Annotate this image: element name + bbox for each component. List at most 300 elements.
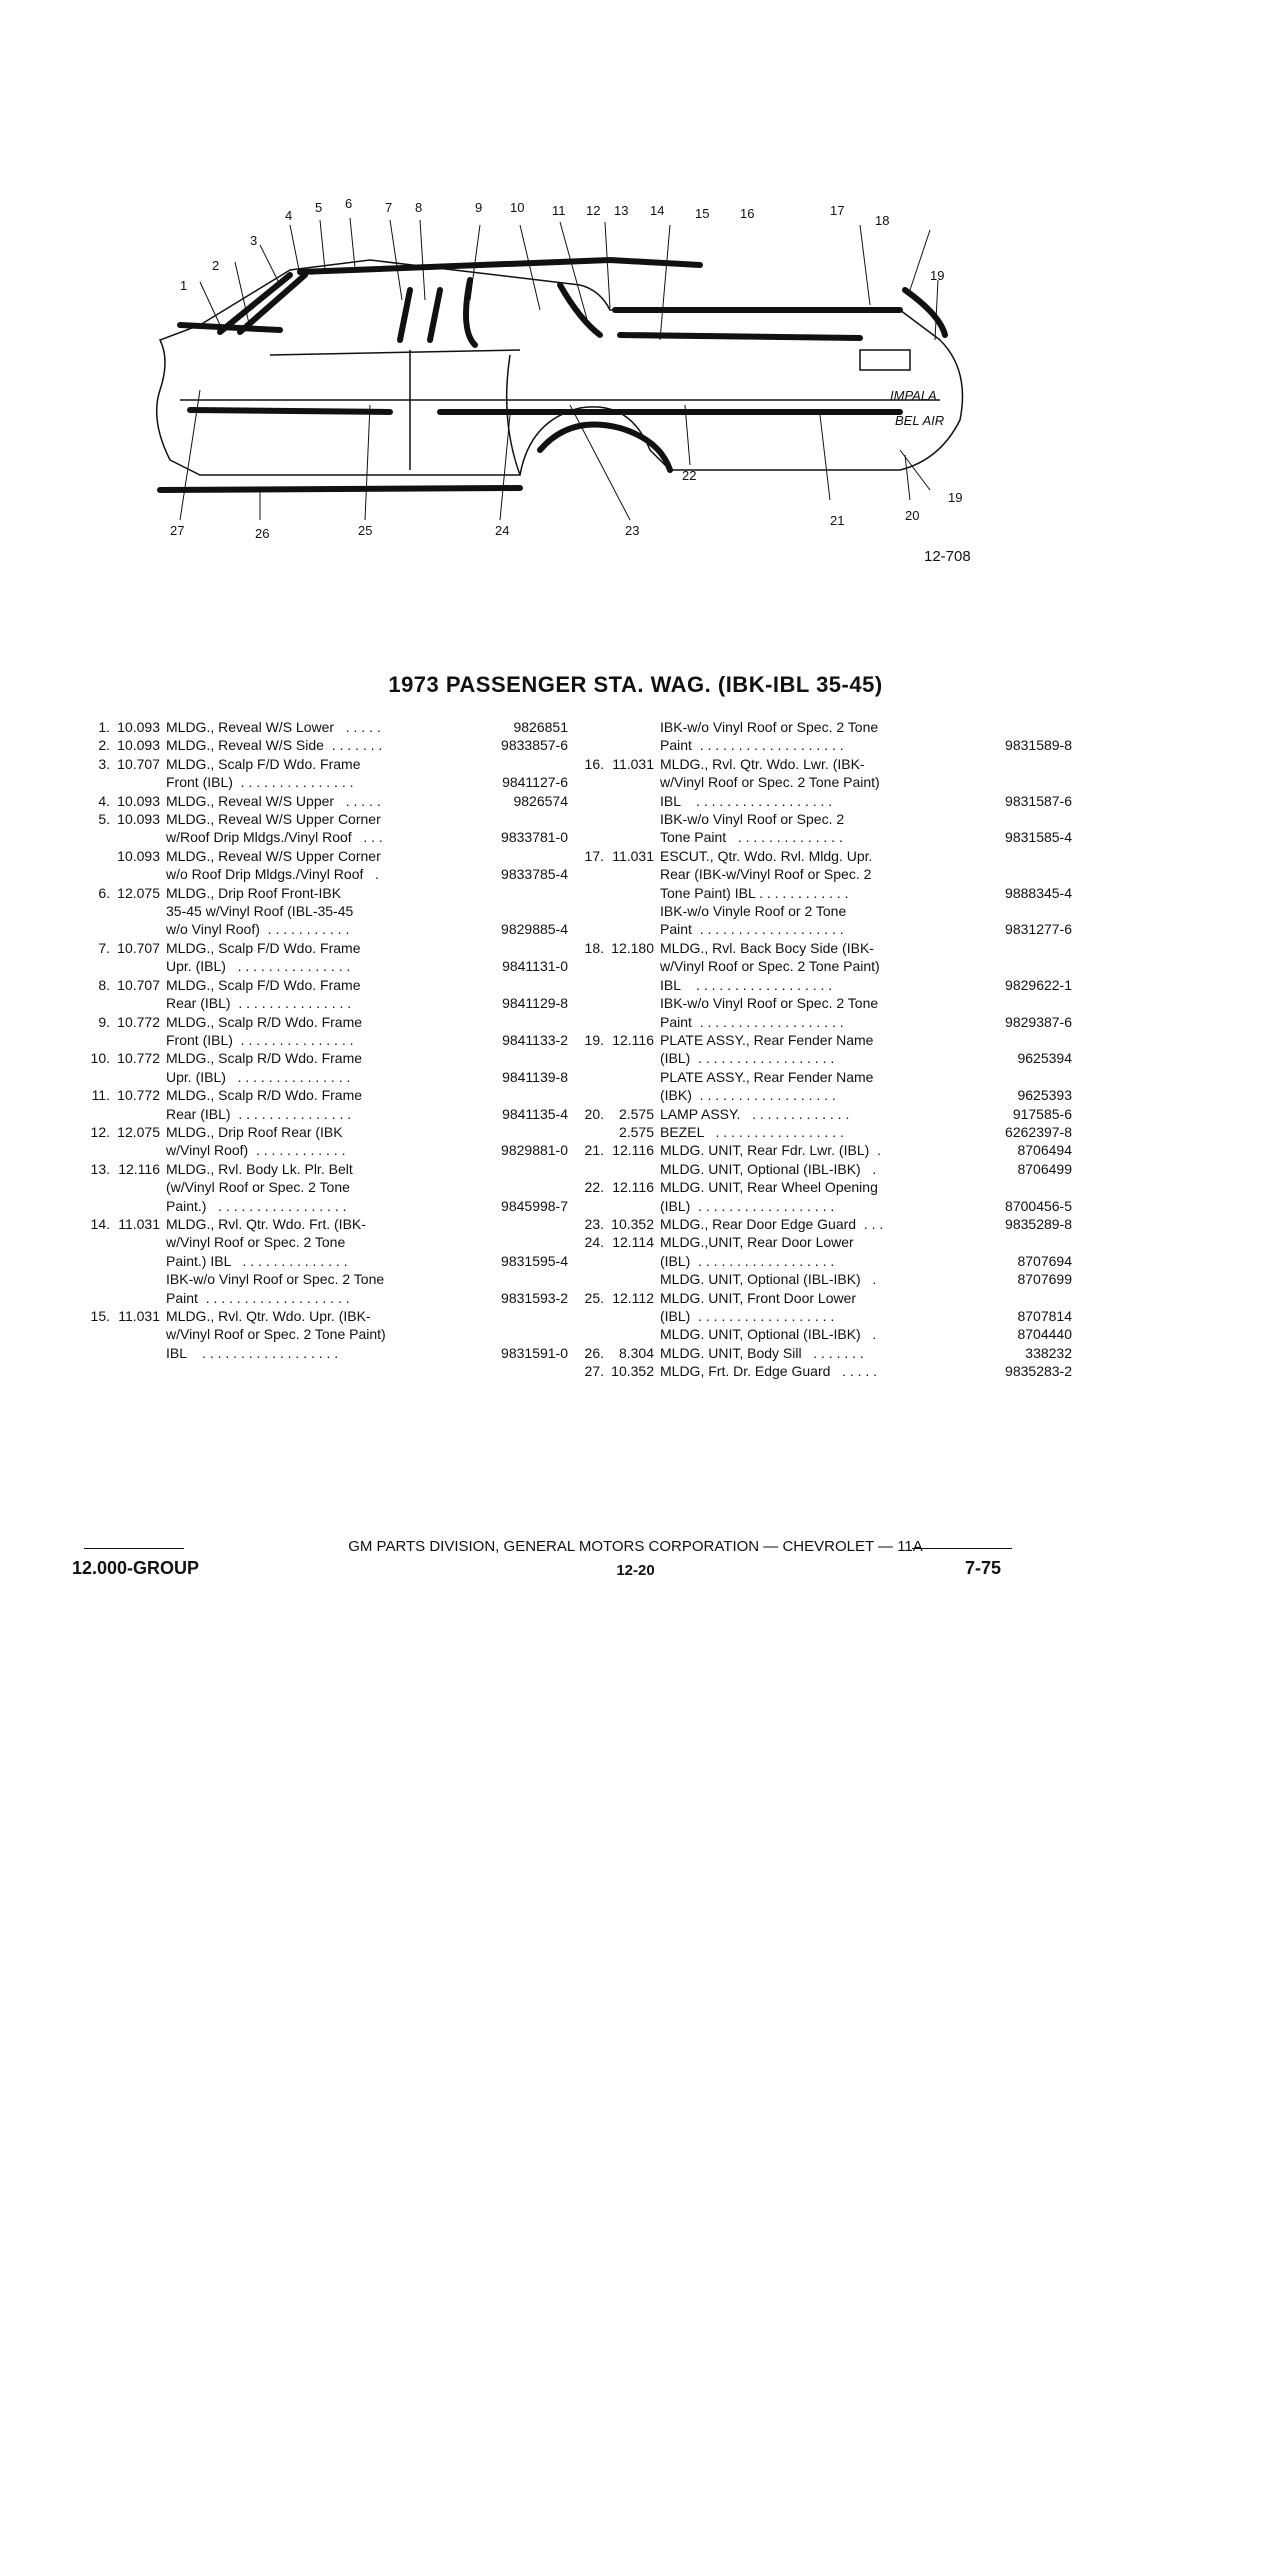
part-grp [608, 865, 660, 883]
part-grp: 12.116 [612, 1179, 654, 1196]
part-num: 13. [90, 1160, 110, 1177]
part-desc: IBK-w/o Vinyl Roof or Spec. 2 Tone [660, 719, 879, 735]
callout-22: 22 [682, 468, 697, 483]
parts-row [582, 1362, 1072, 1380]
parts-row [582, 810, 1072, 828]
part-pn: 8700456-5 [1005, 1197, 1072, 1214]
part-pn [476, 847, 568, 865]
part-pn [980, 939, 1072, 957]
part-num [88, 773, 114, 791]
part-grp [114, 1197, 166, 1215]
parts-row [582, 1325, 1072, 1343]
part-num: 1. [98, 719, 110, 735]
part-pn: 9833857-6 [501, 737, 568, 754]
part-pn [476, 1325, 568, 1343]
part-grp [608, 1307, 660, 1325]
parts-list-right [582, 718, 1072, 1381]
part-desc: w/o Vinyl Roof) . . . . . . . . . . . [166, 921, 350, 938]
part-desc: MLDG., Rvl. Qtr. Wdo. Lwr. (IBK- [660, 755, 865, 772]
callout-20: 20 [905, 508, 920, 523]
part-pn: 9841139-8 [502, 1068, 568, 1085]
parts-list-left [88, 718, 568, 1362]
part-grp [608, 1013, 660, 1031]
part-pn: 9826574 [513, 792, 568, 809]
parts-row [88, 755, 568, 773]
parts-row [88, 736, 568, 754]
part-pn: 9625393 [1017, 1087, 1072, 1104]
callout-3: 3 [250, 233, 258, 248]
part-desc: MLDG, Frt. Dr. Edge Guard . . . . . [660, 1363, 878, 1380]
part-pn [980, 1233, 1072, 1251]
parts-row [582, 828, 1072, 846]
part-num [582, 920, 608, 938]
part-pn: 9833781-0 [501, 829, 568, 846]
part-grp: 10.093 [117, 792, 160, 809]
parts-row [88, 718, 568, 736]
part-grp [608, 884, 660, 902]
parts-row [88, 1325, 568, 1343]
parts-row [582, 718, 1072, 736]
part-pn: 9831593-2 [501, 1289, 568, 1306]
part-grp: 10.093 [117, 847, 160, 864]
part-desc: Rear (IBL) . . . . . . . . . . . . . . . [166, 1105, 352, 1122]
parts-row [88, 1307, 568, 1325]
part-num [88, 1270, 114, 1288]
part-grp [114, 1270, 166, 1288]
part-num [582, 957, 608, 975]
part-desc: 35-45 w/Vinyl Roof (IBL-35-45 [166, 903, 354, 920]
part-pn: 8707814 [1017, 1308, 1072, 1324]
part-desc: Paint . . . . . . . . . . . . . . . . . . . [660, 1013, 844, 1030]
part-desc: PLATE ASSY., Rear Fender Name [660, 1068, 874, 1085]
part-num: 11. [91, 1087, 110, 1104]
part-grp [114, 1344, 166, 1362]
impala-badge: IMPALA [890, 388, 937, 403]
part-num [88, 957, 114, 975]
parts-row [582, 1086, 1072, 1104]
parts-row [582, 994, 1072, 1012]
parts-row [582, 1178, 1072, 1196]
parts-row [88, 810, 568, 828]
part-grp [114, 994, 166, 1012]
part-pn: 917585-6 [1012, 1105, 1072, 1122]
part-grp: 10.772 [117, 1050, 160, 1067]
part-desc: MLDG., Scalp R/D Wdo. Frame [166, 1087, 363, 1104]
part-pn: 9831277-6 [1005, 921, 1072, 938]
part-num [582, 1068, 608, 1086]
part-grp [608, 773, 660, 791]
part-desc: IBK-w/o Vinyle Roof or 2 Tone [660, 903, 847, 920]
callout-21: 21 [830, 513, 845, 528]
part-desc: (IBL) . . . . . . . . . . . . . . . . . . [660, 1252, 835, 1269]
part-grp [114, 1289, 166, 1307]
part-pn [980, 1289, 1072, 1307]
part-num [582, 902, 608, 920]
part-grp: 12.075 [117, 884, 160, 901]
part-desc: PLATE ASSY., Rear Fender Name [660, 1031, 874, 1048]
part-desc: IBK-w/o Vinyl Roof or Spec. 2 Tone [660, 995, 879, 1012]
parts-row [582, 1197, 1072, 1215]
part-desc: Front (IBL) . . . . . . . . . . . . . . . [166, 1031, 354, 1048]
callout-8: 8 [415, 200, 423, 215]
part-num [88, 994, 114, 1012]
part-pn: 9835289-8 [1005, 1215, 1072, 1232]
part-desc: (IBL) . . . . . . . . . . . . . . . . . . [660, 1197, 835, 1214]
part-pn [476, 810, 568, 828]
part-grp [114, 1233, 166, 1251]
part-num [88, 1031, 114, 1049]
part-grp: 10.093 [117, 811, 160, 828]
part-desc: MLDG. UNIT, Rear Wheel Opening [660, 1179, 878, 1196]
part-desc: MLDG., Rvl. Qtr. Wdo. Upr. (IBK- [166, 1308, 371, 1324]
parts-row [582, 1068, 1072, 1086]
parts-row [88, 1178, 568, 1196]
part-num: 20. [584, 1105, 604, 1122]
part-pn: 9829881-0 [501, 1142, 568, 1159]
part-desc: MLDG., Scalp R/D Wdo. Frame [166, 1013, 363, 1030]
part-num: 4. [98, 792, 110, 809]
part-desc: MLDG., Scalp R/D Wdo. Frame [166, 1050, 363, 1067]
parts-row [88, 1289, 568, 1307]
page-title: 1973 PASSENGER STA. WAG. (IBK-IBL 35-45) [388, 672, 883, 697]
part-num [582, 792, 608, 810]
part-num: 7. [98, 939, 110, 956]
part-grp: 12.114 [612, 1234, 654, 1251]
part-grp [114, 957, 166, 975]
part-num [582, 865, 608, 883]
footer-group: 12.000-GROUP [72, 1558, 200, 1578]
part-desc: MLDG., Rear Door Edge Guard . . . [660, 1215, 884, 1232]
part-pn: 8707699 [1017, 1271, 1072, 1288]
part-pn [980, 847, 1072, 865]
part-num: 23. [584, 1215, 604, 1232]
station-wagon-diagram [140, 190, 1020, 570]
part-grp [608, 1068, 660, 1086]
part-grp: 11.031 [118, 1215, 160, 1232]
part-grp [608, 1197, 660, 1215]
callout-9: 9 [475, 200, 483, 215]
footer-date: 7-75 [965, 1558, 1002, 1578]
part-grp [608, 902, 660, 920]
part-pn [476, 1178, 568, 1196]
parts-row [88, 884, 568, 902]
part-num [88, 1289, 114, 1307]
part-num [88, 1344, 114, 1362]
callout-18: 18 [875, 213, 890, 228]
part-grp: 12.075 [117, 1123, 160, 1140]
figure-id: 12-708 [924, 548, 971, 565]
belair-badge: BEL AIR [895, 413, 945, 428]
parts-row [88, 939, 568, 957]
parts-row [582, 755, 1072, 773]
part-pn: 8707694 [1017, 1252, 1072, 1269]
part-pn: 9841135-4 [502, 1105, 568, 1122]
part-pn: 9831585-4 [1005, 829, 1072, 846]
part-num [88, 1178, 114, 1196]
part-grp: 10.772 [117, 1013, 160, 1030]
part-num: 14. [90, 1215, 110, 1232]
part-desc: IBL . . . . . . . . . . . . . . . . . . [660, 792, 833, 809]
part-desc: Rear (IBK-w/Vinyl Roof or Spec. 2 [660, 866, 872, 883]
part-num: 22. [584, 1179, 604, 1196]
callout-2: 2 [212, 258, 220, 273]
parts-row [582, 847, 1072, 865]
part-desc: (w/Vinyl Roof or Spec. 2 Tone [166, 1179, 350, 1196]
part-grp [114, 902, 166, 920]
part-desc: MLDG., Scalp F/D Wdo. Frame [166, 939, 361, 956]
parts-row [88, 1252, 568, 1270]
parts-row [582, 792, 1072, 810]
part-num [582, 810, 608, 828]
part-num [88, 1252, 114, 1270]
part-num [582, 718, 608, 736]
part-num [582, 994, 608, 1012]
part-pn [476, 1307, 568, 1325]
parts-row [582, 773, 1072, 791]
part-num [582, 828, 608, 846]
callout-16: 16 [740, 206, 755, 221]
part-num [582, 1123, 608, 1141]
part-grp: 10.707 [117, 755, 160, 772]
part-grp [608, 792, 660, 810]
part-num: 6. [98, 884, 110, 901]
part-pn [476, 755, 568, 773]
part-grp [114, 828, 166, 846]
part-num: 27. [584, 1363, 604, 1380]
part-pn: 9841129-8 [502, 995, 568, 1012]
part-pn [476, 1270, 568, 1288]
part-desc: Tone Paint . . . . . . . . . . . . . . [660, 829, 843, 846]
part-pn [476, 902, 568, 920]
part-pn [476, 939, 568, 957]
part-pn [476, 1123, 568, 1141]
part-grp: 12.116 [118, 1160, 160, 1177]
part-desc: w/Vinyl Roof or Spec. 2 Tone [166, 1234, 346, 1251]
part-grp [114, 1068, 166, 1086]
part-grp [114, 773, 166, 791]
part-desc: MLDG., Rvl. Qtr. Wdo. Frt. (IBK- [166, 1215, 366, 1232]
part-num: 10. [90, 1050, 110, 1067]
part-desc: Front (IBL) . . . . . . . . . . . . . . . [166, 774, 354, 791]
part-grp: 10.352 [611, 1363, 654, 1380]
part-num [88, 847, 114, 865]
callout-23: 23 [625, 523, 640, 538]
parts-row [582, 1270, 1072, 1288]
part-grp [114, 1252, 166, 1270]
part-desc: IBL . . . . . . . . . . . . . . . . . . [166, 1344, 339, 1361]
part-pn: 9841133-2 [502, 1031, 568, 1048]
part-num: 25. [584, 1289, 604, 1306]
part-num: 26. [584, 1344, 604, 1361]
part-num [88, 1068, 114, 1086]
part-grp: 12.116 [612, 1031, 654, 1048]
part-desc: MLDG. UNIT, Optional (IBL-IBK) . [660, 1326, 877, 1343]
callout-25: 25 [358, 523, 373, 538]
part-num: 5. [98, 811, 110, 828]
part-num [582, 1252, 608, 1270]
part-desc: MLDG., Reveal W/S Side . . . . . . . [166, 737, 383, 754]
part-pn [476, 1013, 568, 1031]
part-num [582, 1325, 608, 1343]
parts-row [582, 1141, 1072, 1159]
callout-24: 24 [495, 523, 510, 538]
callout-19-bottom: 19 [948, 490, 963, 505]
part-grp: 10.093 [117, 719, 160, 735]
part-pn [476, 884, 568, 902]
part-grp: 10.707 [117, 939, 160, 956]
part-pn [476, 1160, 568, 1178]
part-desc: MLDG. UNIT, Body Sill . . . . . . . [660, 1344, 864, 1361]
part-num: 19. [584, 1031, 604, 1048]
part-desc: Paint . . . . . . . . . . . . . . . . . . . [660, 921, 844, 938]
part-desc: IBK-w/o Vinyl Roof or Spec. 2 [660, 811, 845, 828]
parts-row [582, 1031, 1072, 1049]
part-desc: Paint.) IBL . . . . . . . . . . . . . . [166, 1252, 348, 1269]
part-pn [980, 1178, 1072, 1196]
part-pn: 9833785-4 [501, 866, 568, 883]
part-desc: w/Vinyl Roof or Spec. 2 Tone Paint) [660, 774, 880, 791]
parts-row [88, 1031, 568, 1049]
part-pn [980, 1031, 1072, 1049]
part-grp [608, 1160, 660, 1178]
parts-row [582, 1252, 1072, 1270]
callout-4: 4 [285, 208, 293, 223]
callout-13: 13 [614, 203, 629, 218]
parts-row [88, 1123, 568, 1141]
part-grp: 11.031 [118, 1308, 160, 1324]
callout-1: 1 [180, 278, 188, 293]
part-grp [608, 1086, 660, 1104]
part-grp: 2.575 [618, 1123, 654, 1140]
part-pn [980, 902, 1072, 920]
parts-row [88, 1049, 568, 1067]
part-desc: Upr. (IBL) . . . . . . . . . . . . . . . [166, 958, 351, 975]
part-pn [476, 1086, 568, 1104]
part-pn [476, 1233, 568, 1251]
part-pn: 8706499 [1017, 1160, 1072, 1177]
part-num: 18. [584, 939, 604, 956]
part-grp: 10.352 [611, 1215, 654, 1232]
part-num [582, 736, 608, 754]
parts-row [88, 1105, 568, 1123]
part-pn [980, 865, 1072, 883]
part-grp [114, 1105, 166, 1123]
part-grp: 12.180 [611, 939, 654, 956]
part-pn: 9829387-6 [1005, 1013, 1072, 1030]
footer-division: GM PARTS DIVISION, GENERAL MOTORS CORPORATION — CHEVROLET — 11A [348, 1538, 923, 1555]
part-desc: MLDG., Scalp F/D Wdo. Frame [166, 976, 361, 993]
parts-row [88, 1215, 568, 1233]
parts-row [88, 1233, 568, 1251]
part-grp [608, 1252, 660, 1270]
parts-row [88, 920, 568, 938]
part-grp: 8.304 [618, 1344, 654, 1361]
part-desc: MLDG., Reveal W/S Upper Corner [166, 847, 381, 864]
part-grp [608, 1049, 660, 1067]
part-num [88, 1325, 114, 1343]
part-grp [114, 865, 166, 883]
part-desc: MLDG., Reveal W/S Lower . . . . . [166, 719, 381, 735]
part-desc: MLDG. UNIT, Optional (IBL-IBK) . [660, 1160, 877, 1177]
part-num [582, 1049, 608, 1067]
part-grp: 10.707 [117, 976, 160, 993]
part-grp [608, 1270, 660, 1288]
part-desc: ESCUT., Qtr. Wdo. Rvl. Mldg. Upr. [660, 847, 873, 864]
part-num [582, 1270, 608, 1288]
part-pn: 8704440 [1017, 1326, 1072, 1343]
parts-row [88, 1141, 568, 1159]
parts-row [582, 957, 1072, 975]
part-grp [114, 1178, 166, 1196]
part-pn: 9845998-7 [501, 1197, 568, 1214]
part-pn: 9831587-6 [1005, 792, 1072, 809]
footer-page-number: 12-20 [616, 1562, 655, 1579]
parts-row [582, 920, 1072, 938]
part-pn: 6262397-8 [1005, 1123, 1072, 1140]
parts-row [582, 1160, 1072, 1178]
parts-row [88, 1270, 568, 1288]
part-grp [114, 1141, 166, 1159]
part-num [582, 1197, 608, 1215]
parts-row [88, 957, 568, 975]
part-desc: IBK-w/o Vinyl Roof or Spec. 2 Tone [166, 1271, 385, 1288]
parts-row [88, 865, 568, 883]
part-num [582, 773, 608, 791]
part-num [88, 1197, 114, 1215]
part-grp: 10.093 [117, 737, 160, 754]
part-pn [980, 1068, 1072, 1086]
part-num: 24. [584, 1234, 604, 1251]
part-num [582, 1013, 608, 1031]
part-pn: 9826851 [513, 719, 568, 735]
part-desc: MLDG., Reveal W/S Upper Corner [166, 811, 381, 828]
part-pn [476, 976, 568, 994]
parts-row [88, 1086, 568, 1104]
part-desc: w/o Roof Drip Mldgs./Vinyl Roof . [166, 866, 379, 883]
part-desc: Paint . . . . . . . . . . . . . . . . . . . [166, 1289, 350, 1306]
part-num: 12. [90, 1123, 110, 1140]
part-grp: 2.575 [618, 1105, 654, 1122]
part-grp: 11.031 [612, 847, 654, 864]
parts-row [88, 994, 568, 1012]
part-num: 3. [98, 755, 110, 772]
part-desc: MLDG. UNIT, Front Door Lower [660, 1289, 857, 1306]
callout-6: 6 [345, 196, 353, 211]
part-grp [608, 920, 660, 938]
callout-14: 14 [650, 203, 665, 218]
part-pn: 9835283-2 [1005, 1363, 1072, 1380]
part-num [88, 920, 114, 938]
part-grp [114, 1031, 166, 1049]
part-desc: MLDG. UNIT, Optional (IBL-IBK) . [660, 1271, 877, 1288]
part-grp [114, 1325, 166, 1343]
parts-row [88, 902, 568, 920]
parts-row [582, 1105, 1072, 1123]
parts-row [582, 884, 1072, 902]
part-desc: (IBL) . . . . . . . . . . . . . . . . . . [660, 1050, 835, 1067]
callout-10: 10 [510, 200, 525, 215]
part-desc: LAMP ASSY. . . . . . . . . . . . . . [660, 1105, 850, 1122]
part-desc: w/Vinyl Roof or Spec. 2 Tone Paint) [166, 1326, 386, 1343]
part-grp [608, 736, 660, 754]
part-pn [980, 718, 1072, 736]
parts-row [88, 1160, 568, 1178]
part-grp [608, 828, 660, 846]
callout-5: 5 [315, 200, 323, 215]
part-num: 8. [98, 976, 110, 993]
part-desc: Rear (IBL) . . . . . . . . . . . . . . . [166, 995, 352, 1012]
part-desc: w/Vinyl Roof) . . . . . . . . . . . . [166, 1142, 346, 1159]
